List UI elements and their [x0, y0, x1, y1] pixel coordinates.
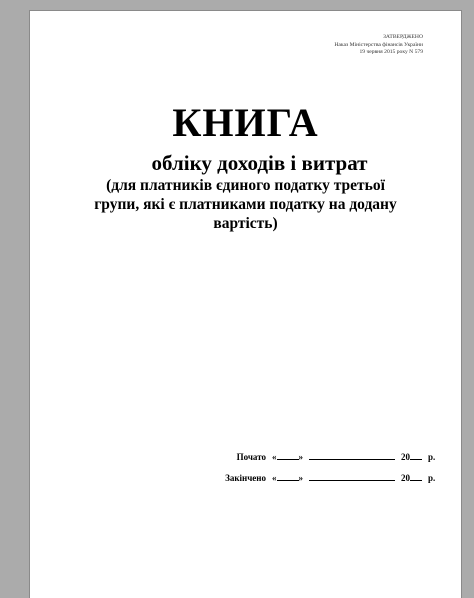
started-open-quote: « — [272, 452, 277, 462]
finished-open-quote: « — [272, 473, 277, 483]
description-line-2: групи, які є платниками податку на додану — [94, 196, 397, 213]
document-description — [70, 176, 421, 233]
approval-line-1: ЗАТВЕРДЖЕНО — [383, 34, 423, 40]
started-year-blank[interactable] — [410, 450, 422, 460]
started-month-blank[interactable] — [309, 450, 395, 460]
approval-line-2: Наказ Міністерства фінансів України — [334, 41, 423, 48]
started-day-blank[interactable] — [277, 450, 299, 460]
finished-year-suffix: р. — [428, 473, 436, 483]
description-line-3: вартість) — [213, 215, 278, 232]
finished-year-prefix: 20 — [401, 473, 410, 483]
started-date-line — [215, 450, 436, 462]
document-subtitle: обліку доходів і витрат — [151, 151, 368, 175]
document-title: КНИГА — [172, 100, 319, 145]
document-page — [29, 10, 462, 598]
finished-year-blank[interactable] — [410, 471, 422, 481]
approval-stamp — [334, 34, 423, 57]
finished-date-line — [215, 471, 436, 483]
started-year-suffix: р. — [428, 452, 436, 462]
started-label: Почато — [236, 452, 266, 462]
approval-line-3: 19 червня 2015 року N 579 — [359, 49, 423, 56]
description-line-1: (для платників єдиного податку третьої — [106, 177, 385, 194]
finished-label: Закінчено — [225, 473, 266, 483]
started-close-quote: » — [298, 452, 303, 462]
finished-day-blank[interactable] — [277, 471, 299, 481]
started-year-prefix: 20 — [401, 452, 410, 462]
finished-month-blank[interactable] — [309, 471, 395, 481]
finished-close-quote: » — [298, 473, 303, 483]
